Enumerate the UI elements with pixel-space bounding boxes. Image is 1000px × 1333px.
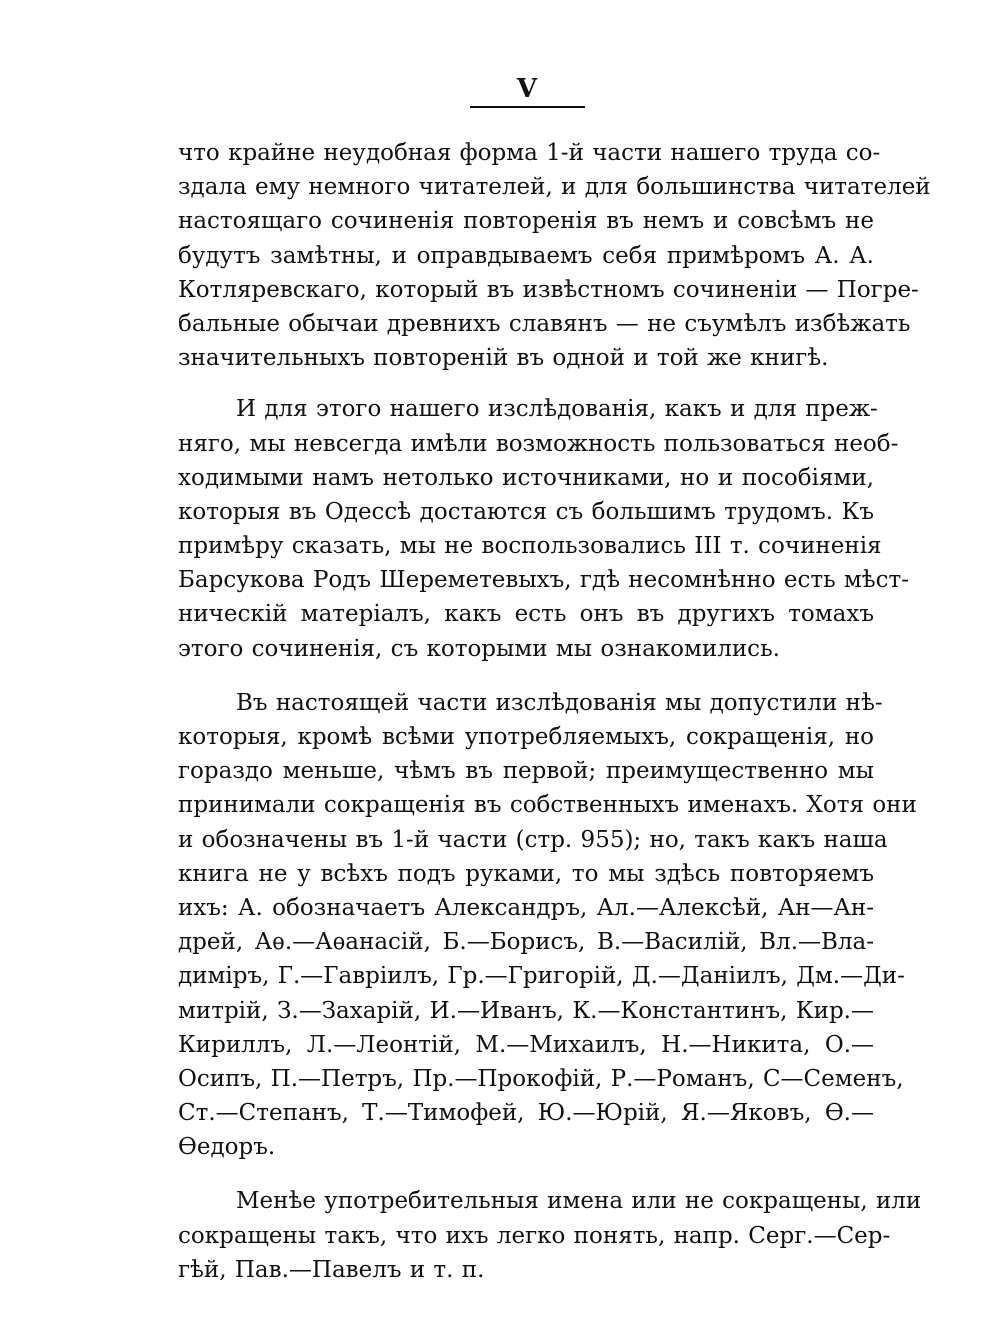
- text-line: ническій матеріалъ, какъ есть онъ въ другихъ томахъ: [178, 601, 874, 628]
- text-line: митрій, З.—Захарій, И.—Иванъ, К.—Константинъ, Кир.—: [178, 997, 874, 1024]
- text-line: этого сочиненія, съ которыми мы ознакомились.: [178, 635, 780, 662]
- text-line: примѣру сказать, мы не воспользовались III т. сочиненія: [178, 533, 882, 560]
- text-line: И для этого нашего изслѣдованія, какъ и для преж-: [236, 396, 878, 423]
- text-line: няго, мы невсегда имѣли возможность пользоваться необ-: [178, 430, 899, 457]
- text-line: Барсукова Родъ Шереметевыхъ, гдѣ несомнѣнно есть мѣст-: [178, 567, 910, 594]
- paragraph-2: [178, 392, 910, 666]
- text-line: Ст.—Степанъ, Т.—Тимофей, Ю.—Юрій, Я.—Яковъ, Ѳ.—: [178, 1100, 874, 1127]
- text-line: ихъ: А. обозначаетъ Александръ, Ал.—Алексѣй, Ан—Ан-: [178, 894, 874, 921]
- text-line: дрей, Аѳ.—Аѳанасій, Б.—Борисъ, В.—Василій, Вл.—Вла-: [178, 929, 874, 956]
- text-line: Котляревскаго, который въ извѣстномъ сочиненіи — Погре-: [178, 276, 919, 303]
- text-line: Менѣе употребительныя имена или не сокращены, или: [236, 1188, 922, 1215]
- text-line: гѣй, Пав.—Павелъ и т. п.: [178, 1256, 485, 1283]
- header-rule: [470, 106, 585, 108]
- text-line: диміръ, Г.—Гавріилъ, Гр.—Григорій, Д.—Даніилъ, Дм.—Ди-: [178, 963, 905, 990]
- text-line: что крайне неудобная форма 1-й части нашего труда со-: [178, 140, 881, 166]
- text-line: Кириллъ, Л.—Леонтій, М.—Михаилъ, Н.—Никита, О.—: [178, 1031, 874, 1058]
- text-line: и обозначены въ 1-й части (стр. 955); но, такъ какъ наша: [178, 826, 888, 853]
- text-line: настоящаго сочиненія повторенія въ немъ и совсѣмъ не: [178, 208, 874, 235]
- text-line: которыя, кромѣ всѣми употребляемыхъ, сокращенія, но: [178, 724, 874, 750]
- text-line: будутъ замѣтны, и оправдываемъ себя примѣромъ А. А.: [178, 242, 874, 269]
- text-line: книга не у всѣхъ подъ руками, то мы здѣсь повторяемъ: [178, 860, 874, 887]
- text-line: гораздо меньше, чѣмъ въ первой; преимущественно мы: [178, 758, 874, 785]
- paragraph-3: [178, 686, 917, 1165]
- text-line: сокращены такъ, что ихъ легко понять, напр. Серг.—Сер-: [178, 1222, 891, 1249]
- text-line: Осипъ, П.—Петръ, Пр.—Прокофій, Р.—Романъ, С—Семенъ,: [178, 1065, 904, 1092]
- text-line: Въ настоящей части изслѣдованія мы допустили нѣ-: [236, 689, 883, 716]
- page-header: [470, 72, 585, 108]
- body-text: [178, 136, 931, 1287]
- text-line: здала ему немного читателей, и для большинства читателей: [178, 174, 931, 201]
- text-line: Ѳедоръ.: [178, 1134, 276, 1161]
- paragraph-4: [178, 1184, 922, 1287]
- text-line: которыя въ Одессѣ достаются съ большимъ трудомъ. Къ: [178, 498, 874, 525]
- text-line: бальные обычаи древнихъ славянъ — не съумѣлъ избѣжать: [178, 310, 911, 337]
- text-line: принимали сокращенія въ собственныхъ именахъ. Хотя они: [178, 792, 917, 819]
- page-number: V: [516, 74, 539, 104]
- text-line: ходимыми намъ нетолько источниками, но и пособіями,: [178, 464, 874, 491]
- paragraph-1: [178, 136, 931, 375]
- text-line: значительныхъ повтореній въ одной и той же книгѣ.: [178, 345, 829, 372]
